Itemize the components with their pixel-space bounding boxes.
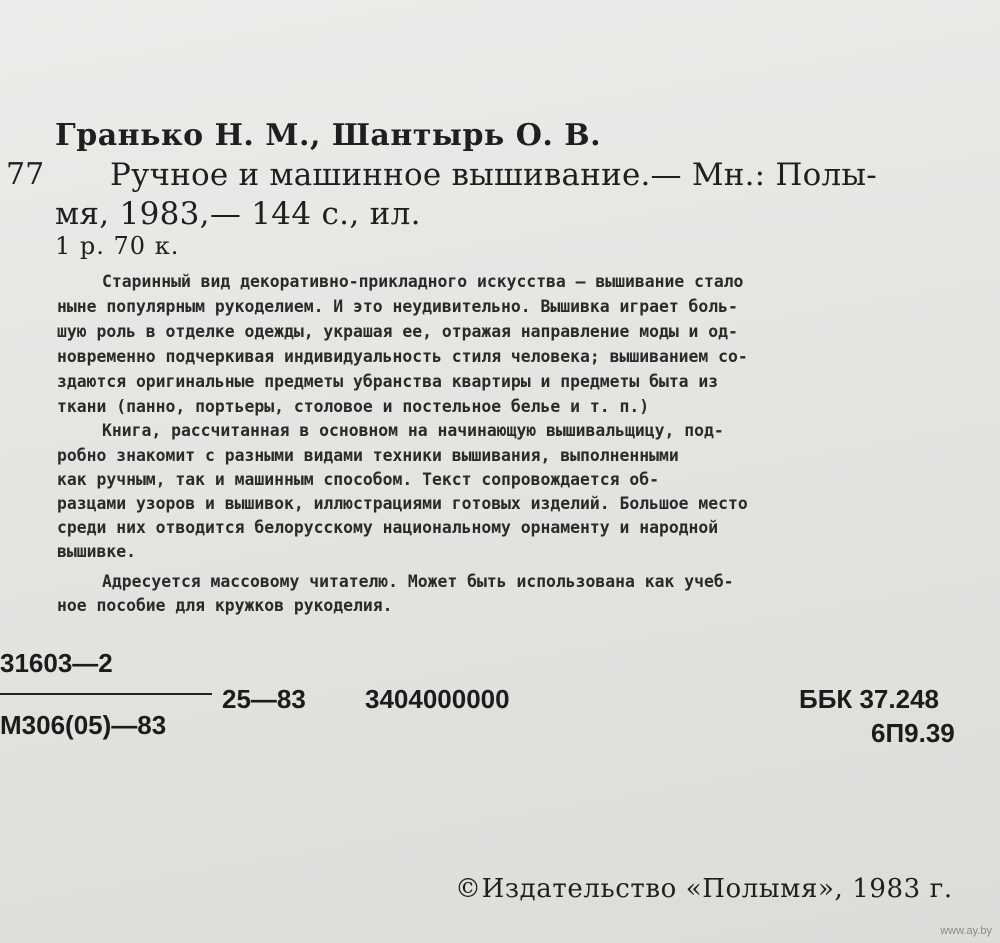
abstract-line: разцами узоров и вышивок, иллюстрациями готовых изделий. Большое место (57, 494, 748, 513)
code-denominator: М306(05)—83 (0, 710, 167, 740)
fraction-rule (0, 693, 212, 695)
abstract-line: как ручным, так и машинным способом. Текст сопровождается об- (57, 470, 659, 489)
abstract-line: новременно подчеркивая индивидуальность стиля человека; вышиванием со- (57, 347, 748, 366)
watermark: www.ay.by (940, 925, 992, 937)
abstract-line: среди них отводится белорусскому национальному орнаменту и народной (57, 518, 719, 537)
author-sign-code: 6П9.39 (871, 718, 955, 748)
abstract-line: шую роль в отделке одежды, украшая ее, отражая направление моды и од- (57, 322, 738, 341)
abstract-line: ткани (панно, портьеры, столовое и постельное белье и т. п.) (57, 397, 650, 416)
catalog-index: 77 (6, 157, 45, 192)
authors: Гранько Н. М., Шантырь О. В. (55, 118, 602, 153)
abstract-line: вышивке. (57, 542, 136, 561)
abstract-line: ное пособие для кружков рукоделия. (57, 596, 393, 615)
title-line-1: Ручное и машинное вышивание.— Мн.: Полы- (110, 157, 877, 193)
bbk-code: ББК 37.248 (799, 684, 939, 714)
isbn-code: 3404000000 (365, 684, 510, 714)
abstract-line: здаются оригинальные предметы убранства квартиры и предметы быта из (57, 372, 719, 391)
abstract-line: Старинный вид декоративно-прикладного искусства — вышивание стало (102, 272, 744, 291)
title-line-2: мя, 1983,— 144 с., ил. (55, 196, 421, 232)
abstract-line: робно знакомит с разными видами техники вышивания, выполненными (57, 446, 679, 465)
abstract-line: ныне популярным рукоделием. И это неудивительно. Вышивка играет боль- (57, 297, 738, 316)
copyright: ©Издательство «Полымя», 1983 г. (455, 874, 953, 904)
code-suffix: 25—83 (222, 684, 306, 714)
code-numerator: 31603—2 (0, 648, 113, 678)
abstract-line: Адресуется массовому читателю. Может быть использована как учеб- (102, 572, 734, 591)
abstract-line: Книга, рассчитанная в основном на начинающую вышивальщицу, под- (102, 421, 724, 440)
price: 1 р. 70 к. (55, 232, 180, 260)
